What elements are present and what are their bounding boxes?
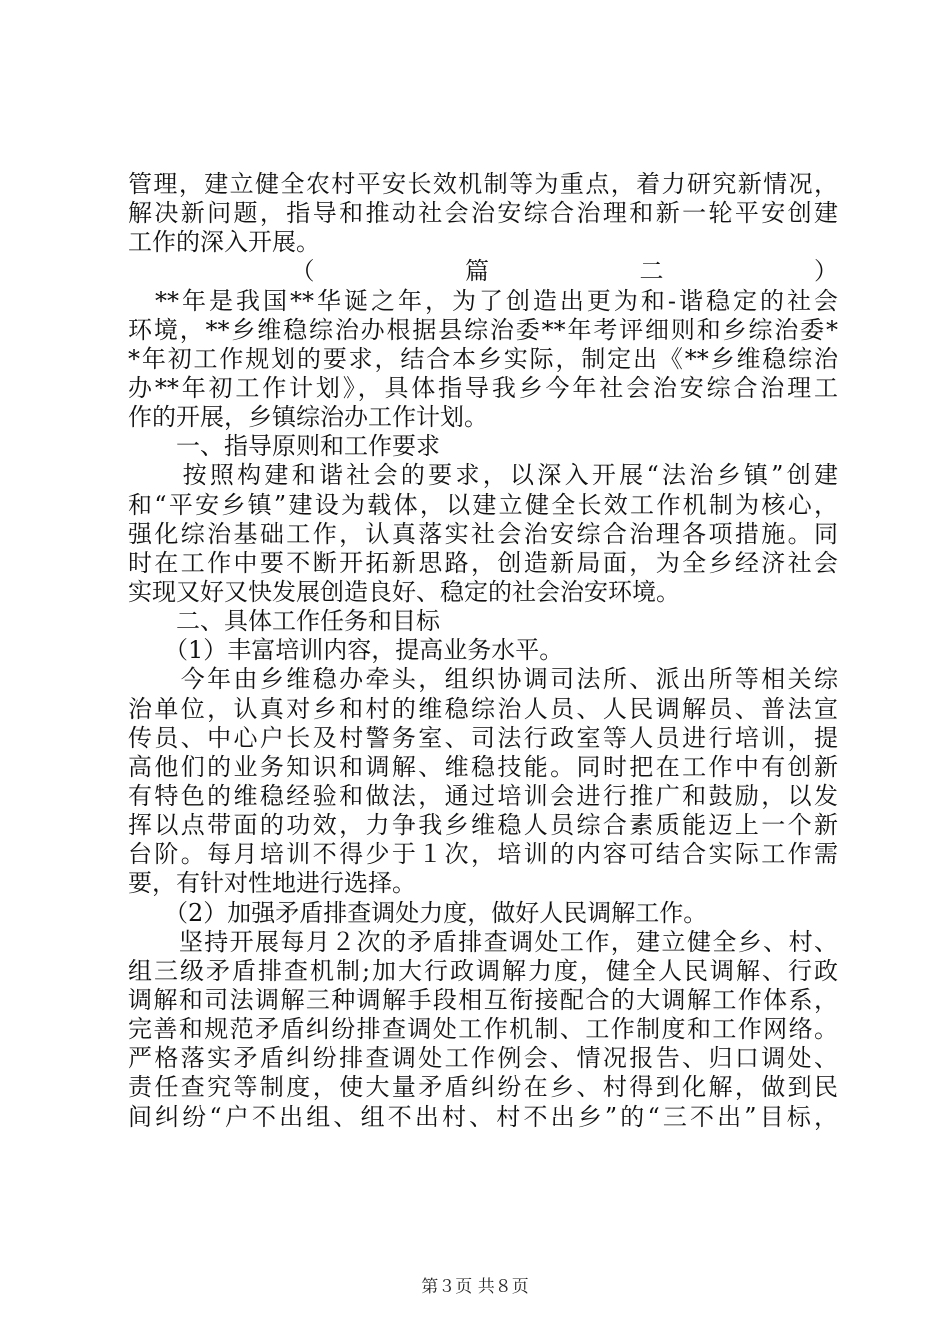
- text-line: 严格落实矛盾纠纷排查调处工作例会、情况报告、归口调处、: [128, 1044, 838, 1073]
- page-footer: 第３页 共８页: [421, 1277, 529, 1297]
- text-line: 作的开展，乡镇综治办工作计划。: [128, 403, 488, 432]
- text-line: 工作的深入开展。: [128, 228, 320, 257]
- text-line: 组三级矛盾排查机制;加大行政调解力度，健全人民调解、行政: [128, 956, 838, 985]
- text-line: 二、具体工作任务和目标: [128, 607, 440, 636]
- text-line: 坚持开展每月２次的矛盾排查调处工作，建立健全乡、村、: [128, 927, 838, 956]
- text-line: 实现又好又快发展创造良好、稳定的社会治安环境。: [128, 577, 680, 606]
- text-line: 按照构建和谐社会的要求，以深入开展“法治乡镇”创建: [128, 461, 838, 490]
- text-line: 台阶。每月培训不得少于１次，培训的内容可结合实际工作需: [128, 840, 838, 869]
- text-line: 责任查究等制度，使大量矛盾纠纷在乡、村得到化解，做到民: [128, 1073, 838, 1102]
- text-line: 完善和规范矛盾纠纷排查调处工作机制、工作制度和工作网络。: [128, 1015, 838, 1044]
- text-line: 调解和司法调解三种调解手段相互衔接配合的大调解工作体系，: [128, 985, 838, 1014]
- text-line: 环境，**乡维稳综治办根据县综治委**年考评细则和乡综治委*: [128, 315, 838, 344]
- text-line: 要，有针对性地进行选择。: [128, 869, 416, 898]
- text-line: 高他们的业务知识和调解、维稳技能。同时把在工作中有创新: [128, 752, 838, 781]
- text-line: 管理，建立健全农村平安长效机制等为重点，着力研究新情况，: [128, 170, 838, 198]
- text-line: 办**年初工作计划》，具体指导我乡今年社会治安综合治理工: [128, 373, 838, 402]
- text-line: 时在工作中要不断开拓新思路，创造新局面，为全乡经济社会: [128, 548, 838, 577]
- text-line: 解决新问题，指导和推动社会治安综合治理和新一轮平安创建: [128, 199, 838, 228]
- document-body: [128, 170, 838, 1132]
- text-line: （2）加强矛盾排查调处力度，做好人民调解工作。: [128, 898, 708, 927]
- text-line: 间纠纷“户不出组、组不出村、村不出乡”的“三不出”目标，: [128, 1102, 838, 1131]
- text-line: 挥以点带面的功效，力争我乡维稳人员综合素质能迈上一个新: [128, 811, 838, 840]
- text-line: 一、指导原则和工作要求: [128, 432, 440, 461]
- text-line: *年初工作规划的要求，结合本乡实际，制定出《**乡维稳综治: [128, 344, 838, 373]
- text-line: 今年由乡维稳办牵头，组织协调司法所、派出所等相关综: [128, 665, 838, 694]
- text-line: （1）丰富培训内容，提高业务水平。: [128, 636, 564, 665]
- text-line: 治单位，认真对乡和村的维稳综治人员、人民调解员、普法宣: [128, 694, 838, 723]
- text-line: （篇二）: [128, 257, 838, 286]
- text-line: 有特色的维稳经验和做法，通过培训会进行推广和鼓励，以发: [128, 781, 838, 810]
- text-line: **年是我国**华诞之年，为了创造出更为和-谐稳定的社会: [128, 286, 838, 315]
- text-line: 和“平安乡镇”建设为载体，以建立健全长效工作机制为核心，: [128, 490, 838, 519]
- text-line: 传员、中心户长及村警务室、司法行政室等人员进行培训，提: [128, 723, 838, 752]
- text-line: 强化综治基础工作，认真落实社会治安综合治理各项措施。同: [128, 519, 838, 548]
